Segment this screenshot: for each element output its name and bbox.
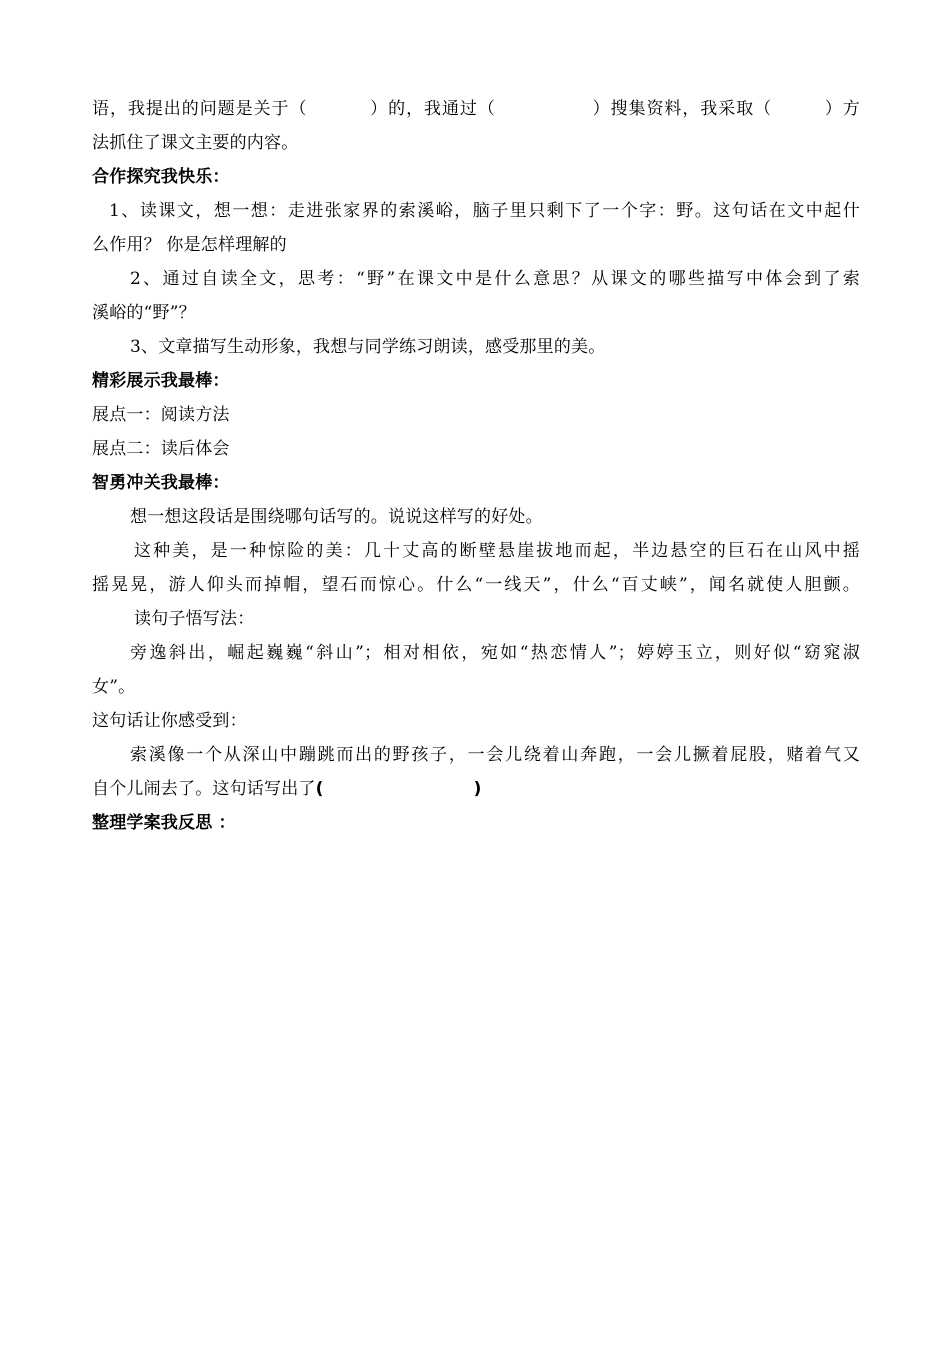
feel-prompt: 这句话让你感受到： — [92, 711, 247, 731]
passage-line-2: 摇晃晃，游人仰头而掉帽，望石而惊心。什么“一线天”，什么“百丈峡”，闻名就使人胆颤。 — [92, 575, 860, 595]
stream-line-2 — [92, 772, 860, 806]
question-3: 3、文章描写生动形象，我想与同学练习朗读，感受那里的美。 — [130, 337, 606, 357]
question-2-line-2: 溪峪的“野”？ — [92, 303, 196, 323]
close-paren: ) — [473, 779, 482, 799]
section-heading-challenge: 智勇冲关我最棒： — [92, 473, 230, 493]
stream-text: 自个儿闹去了。这句话写出了 — [92, 779, 316, 799]
open-paren: ( — [315, 779, 324, 799]
stream-line-1: 索溪像一个从深山中蹦跳而出的野孩子，一会儿绕着山奔跑，一会儿撅着屁股，赌着气又 — [130, 745, 860, 765]
intro-text-d: ）方 — [824, 99, 861, 119]
document-page — [92, 92, 860, 840]
sentence-line-1: 旁逸斜出，崛起巍巍“斜山”；相对相依，宛如“热恋情人”；婷婷玉立，则好似“窈窕淑 — [130, 643, 860, 663]
showcase-point-2: 展点二：读后体会 — [92, 439, 230, 459]
intro-line-2: 法抓住了课文主要的内容。 — [92, 133, 299, 153]
question-1-line-1: 1、读课文，想一想：走进张家界的索溪峪，脑子里只剩下了一个字：野。这句话在文中起什 — [109, 201, 860, 221]
intro-text-c: ）搜集资料，我采取（ — [591, 99, 773, 119]
intro-text-a: 语，我提出的问题是关于（ — [92, 99, 308, 119]
writing-method-label: 读句子悟写法： — [134, 609, 255, 629]
sentence-line-2: 女”。 — [92, 677, 136, 697]
showcase-point-1: 展点一：阅读方法 — [92, 405, 230, 425]
challenge-prompt: 想一想这段话是围绕哪句话写的。说说这样写的好处。 — [130, 507, 543, 527]
section-heading-cooperation: 合作探究我快乐： — [92, 167, 230, 187]
question-2-line-1: 2、通过自读全文，思考：“野”在课文中是什么意思？从课文的哪些描写中体会到了索 — [130, 269, 860, 289]
question-1-line-2: 么作用？ 你是怎样理解的 — [92, 235, 287, 255]
intro-text-b: ）的，我通过（ — [369, 99, 496, 119]
section-heading-reflection: 整理学案我反思 ： — [92, 813, 236, 833]
passage-line-1: 这种美，是一种惊险的美：几十丈高的断壁悬崖拔地而起，半边悬空的巨石在山风中摇 — [134, 541, 860, 561]
section-heading-showcase: 精彩展示我最棒： — [92, 371, 230, 391]
intro-line-1 — [92, 92, 860, 126]
